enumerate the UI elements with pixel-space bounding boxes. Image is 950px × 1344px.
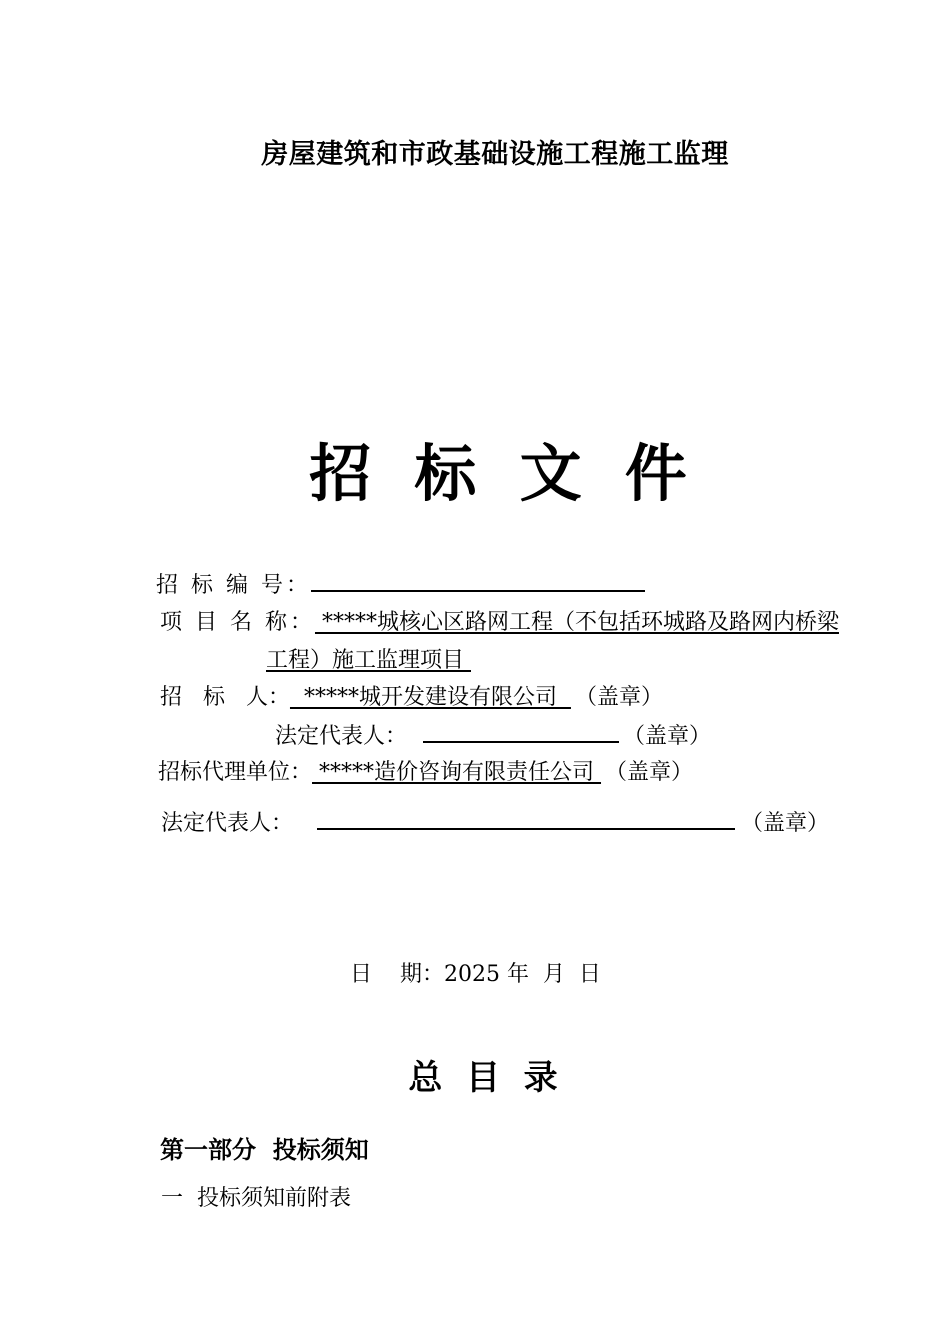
project-name-row-2	[266, 646, 471, 676]
legal-rep-blank	[423, 721, 619, 743]
toc-title: 总 目 录	[408, 1058, 558, 1098]
agency-legal-rep-label: 法定代表人：	[161, 811, 294, 836]
tenderer-seal: （盖章）	[574, 685, 663, 710]
agency-legal-rep-seal: （盖章）	[741, 811, 830, 836]
document-subtitle: 房屋建筑和市政基础设施工程施工监理	[261, 139, 729, 170]
date-line: 日 期：2025 年 月 日	[350, 962, 601, 987]
project-name-label: 项 目 名 称：	[160, 610, 315, 635]
project-name-line2: 工程）施工监理项目	[266, 648, 471, 673]
tenderer-value: *****城开发建设有限公司	[289, 685, 571, 710]
tenderer-row	[160, 683, 663, 713]
agency-label: 招标代理单位：	[158, 760, 313, 785]
tenderer-label: 招 标 人：	[160, 685, 290, 710]
agency-legal-rep-blank	[317, 808, 735, 830]
legal-rep-seal: （盖章）	[623, 724, 712, 749]
project-name-row	[160, 608, 839, 638]
project-name-line1: *****城核心区路网工程（不包括环城路及路网内桥梁	[314, 610, 839, 635]
legal-rep-label: 法定代表人：	[275, 724, 408, 749]
toc-item-1: 一 投标须知前附表	[161, 1186, 351, 1211]
legal-rep-row	[275, 721, 711, 752]
tender-no-row	[156, 570, 645, 601]
document-title: 招 标 文 件	[309, 437, 687, 510]
tender-no-label: 招 标 编 号：	[156, 573, 311, 598]
agency-value: *****造价咨询有限责任公司	[312, 760, 602, 785]
agency-seal: （盖章）	[605, 760, 694, 785]
toc-part-1: 第一部分 投标须知	[160, 1135, 369, 1164]
tender-no-blank	[311, 570, 645, 592]
agency-row	[158, 758, 693, 788]
agency-legal-rep-row	[161, 808, 829, 839]
